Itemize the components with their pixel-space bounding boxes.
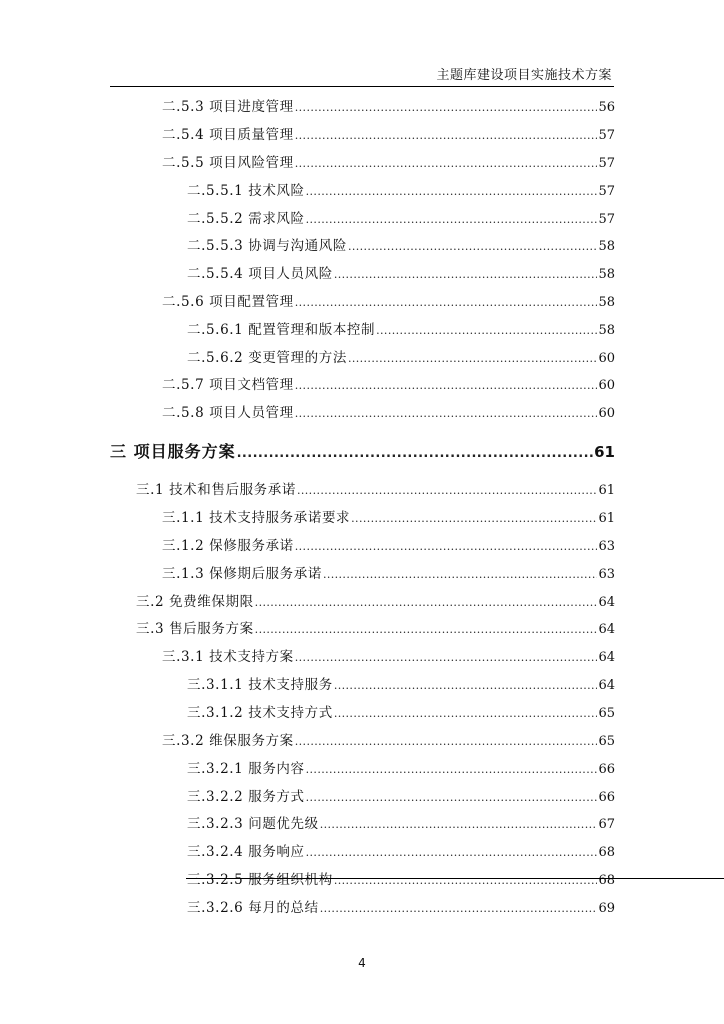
toc-entry[interactable] [162, 403, 615, 423]
toc-entry[interactable] [187, 675, 615, 695]
dot-leader [306, 182, 598, 202]
toc-entry[interactable] [187, 787, 615, 807]
toc-entry[interactable] [187, 209, 615, 229]
toc-entry[interactable] [162, 97, 615, 117]
dot-leader [306, 210, 598, 230]
toc-entry[interactable] [187, 759, 615, 779]
dot-leader [255, 620, 598, 640]
toc-entry-page: 56 [598, 100, 615, 115]
toc-entry-label: 二.5.8 项目人员管理 [162, 405, 294, 421]
toc-entry-page: 68 [598, 845, 615, 860]
page-number: 4 [358, 956, 366, 970]
toc-entry-page: 58 [598, 323, 615, 338]
dot-leader [295, 376, 598, 396]
toc-entry-page: 57 [598, 184, 615, 199]
toc-entry[interactable] [162, 153, 615, 173]
toc-entry-label: 三.1.1 技术支持服务承诺要求 [162, 510, 351, 526]
dot-leader [295, 98, 598, 118]
toc-entry-page: 65 [598, 706, 615, 721]
toc-entry-page: 58 [598, 295, 615, 310]
toc-entry[interactable] [162, 292, 615, 312]
header-title: 主题库建设项目实施技术方案 [436, 68, 612, 83]
dot-leader [320, 815, 598, 835]
dot-leader [295, 537, 598, 557]
toc-entry-page: 61 [594, 443, 615, 461]
toc-entry-label: 三.3 售后服务方案 [136, 621, 254, 637]
toc-entry[interactable] [187, 264, 615, 284]
toc-entry[interactable] [162, 731, 615, 751]
toc-entry-page: 57 [598, 212, 615, 227]
toc-entry-label: 三.3.1.1 技术支持服务 [187, 677, 333, 693]
toc-entry[interactable] [187, 236, 615, 256]
toc-entry[interactable] [187, 814, 615, 834]
toc-entry-label: 三.1.2 保修服务承诺 [162, 538, 294, 554]
toc-entry-label: 三.3.2.3 问题优先级 [187, 816, 319, 832]
toc-entry-label: 三.3.2.6 每月的总结 [187, 900, 319, 916]
toc-entry[interactable] [187, 181, 615, 201]
toc-entry[interactable] [187, 703, 615, 723]
dot-leader [295, 154, 598, 174]
dot-leader [348, 349, 598, 369]
toc-entry[interactable] [162, 647, 615, 667]
toc-entry-page: 64 [598, 595, 615, 610]
toc-entry[interactable] [187, 320, 615, 340]
toc-entry-page: 63 [598, 567, 615, 582]
toc-entry-page: 63 [598, 539, 615, 554]
dot-leader [297, 481, 597, 501]
toc-entry-label: 二.5.5.1 技术风险 [187, 183, 305, 199]
toc-entry-page: 64 [598, 622, 615, 637]
toc-entry-page: 67 [598, 817, 615, 832]
dot-leader [295, 404, 598, 424]
toc-entry-label: 二.5.5 项目风险管理 [162, 155, 294, 171]
dot-leader [351, 509, 597, 529]
toc-entry-page: 64 [598, 650, 615, 665]
dot-leader [306, 843, 598, 863]
toc-entry-label: 三.3.1 技术支持方案 [162, 649, 294, 665]
toc-entry-chapter[interactable] [110, 440, 615, 464]
toc-entry-label: 二.5.5.2 需求风险 [187, 211, 305, 227]
toc-entry-page: 60 [598, 351, 615, 366]
dot-leader [334, 676, 598, 696]
toc-entry-label: 二.5.5.4 项目人员风险 [187, 266, 333, 282]
toc-entry[interactable] [162, 125, 615, 145]
toc-entry-page: 57 [598, 128, 615, 143]
toc-entry-page: 66 [598, 790, 615, 805]
toc-entry-page: 68 [598, 873, 615, 888]
dot-leader [323, 565, 598, 585]
dot-leader [306, 788, 598, 808]
dot-leader [320, 899, 598, 919]
toc-entry[interactable] [162, 375, 615, 395]
dot-leader [295, 732, 598, 752]
toc-entry[interactable] [162, 536, 615, 556]
horizontal-rule [186, 878, 724, 879]
toc-entry-page: 66 [598, 762, 615, 777]
toc-entry[interactable] [136, 619, 615, 639]
toc-entry-label: 三.3.2.1 服务内容 [187, 761, 305, 777]
dot-leader [255, 593, 598, 613]
toc-entry-label: 三.3.2.2 服务方式 [187, 789, 305, 805]
toc-entry-page: 60 [598, 406, 615, 421]
toc-entry[interactable] [187, 870, 615, 890]
toc-entry-page: 58 [598, 267, 615, 282]
toc-entry[interactable] [136, 480, 615, 500]
toc-entry-label: 三.2 免费维保期限 [136, 594, 254, 610]
toc-entry-page: 61 [598, 511, 615, 526]
toc-entry-label: 二.5.3 项目进度管理 [162, 99, 294, 115]
toc-entry-label: 三.1.3 保修期后服务承诺 [162, 566, 322, 582]
toc-entry-label: 三.3.2 维保服务方案 [162, 733, 294, 749]
dot-leader [376, 321, 597, 341]
toc-entry[interactable] [187, 348, 615, 368]
toc-entry-label: 三.1 技术和售后服务承诺 [136, 482, 296, 498]
toc-entry-page: 57 [598, 156, 615, 171]
dot-leader [295, 293, 598, 313]
toc-entry-label: 二.5.5.3 协调与沟通风险 [187, 238, 347, 254]
toc-entry-page: 69 [598, 901, 615, 916]
toc-entry[interactable] [136, 592, 615, 612]
toc-entry-page: 64 [598, 678, 615, 693]
toc-entry[interactable] [162, 564, 615, 584]
dot-leader [237, 442, 594, 466]
toc-entry-label: 二.5.6.2 变更管理的方法 [187, 350, 347, 366]
dot-leader [334, 704, 598, 724]
toc-entry-page: 58 [598, 239, 615, 254]
toc-entry-label: 三.3.1.2 技术支持方式 [187, 705, 333, 721]
toc-entry[interactable] [187, 842, 615, 862]
toc-entry-label: 三.3.2.4 服务响应 [187, 844, 305, 860]
toc-entry-label: 二.5.7 项目文档管理 [162, 377, 294, 393]
toc-entry-page: 65 [598, 734, 615, 749]
toc-entry-label: 三.3.2.5 服务组织机构 [187, 872, 333, 888]
toc-entry-label: 二.5.6 项目配置管理 [162, 294, 294, 310]
toc-entry-page: 61 [598, 483, 615, 498]
toc-entry-label: 二.5.6.1 配置管理和版本控制 [187, 322, 376, 338]
dot-leader [306, 760, 598, 780]
dot-leader [295, 648, 598, 668]
dot-leader [334, 265, 598, 285]
toc-entry[interactable] [187, 898, 615, 918]
dot-leader [295, 126, 598, 146]
dot-leader [348, 237, 598, 257]
toc-entry-label: 三 项目服务方案 [110, 442, 236, 461]
toc-entry-label: 二.5.4 项目质量管理 [162, 127, 294, 143]
toc-entry-page: 60 [598, 378, 615, 393]
toc-entry[interactable] [162, 508, 615, 528]
dot-leader [334, 871, 598, 891]
